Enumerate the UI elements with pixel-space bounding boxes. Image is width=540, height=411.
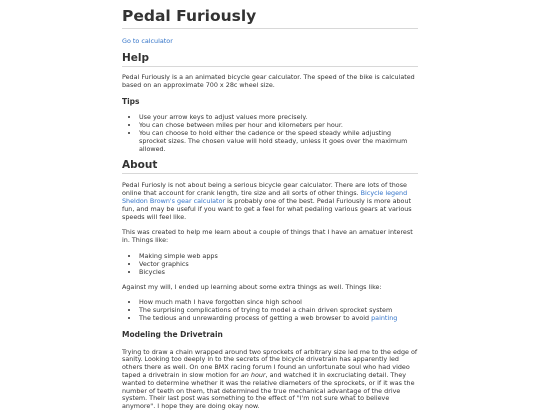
list-item: • Bicycles bbox=[139, 269, 418, 277]
extras-list bbox=[122, 299, 418, 322]
about-paragraph-1: Pedal Furiosly is not about being a serious bicycle gear calculator. There are lots of those online that account for crank length, tire size and all sorts of other things. Bicycle legend Sheldon Brown's gear calculator is probably one of the best. Pedal Furiously is more about fun, and may be useful if you want to get a feel for what pedaling various gears at various speeds will feel like. bbox=[122, 181, 412, 221]
about-paragraph-3: Against my will, I ended up learning about some extra things as well. Things like: bbox=[122, 283, 382, 292]
tips-heading: Tips bbox=[122, 97, 140, 107]
about-paragraph-2: This was created to help me learn about a couple of things that I have an amatuer interest in. Things like: bbox=[122, 228, 413, 245]
list-item: • The tedious and unrewarding process of getting a web browser to avoid painting bbox=[139, 315, 418, 323]
list-item: • You can choose to hold either the cadence or the speed steady while adjusting sprocket sizes. The chosen value will hold steady, unless it goes over the maximum allowed. bbox=[139, 130, 418, 153]
list-item: • How much math I have forgotten since high school bbox=[139, 299, 418, 307]
page-title: Pedal Furiously bbox=[122, 6, 418, 29]
about-heading: About bbox=[122, 158, 418, 174]
list-item: • Vector graphics bbox=[139, 261, 418, 269]
modeling-paragraph: Trying to draw a chain wrapped around two sprockets of arbitrary size led me to the edge of sanity. Looking too deeply in to the secrets of the bicycle drivetrain has apparently led others there as well. On one BMX racing forum I found an unfortunate soul who had video taped a drivetrain in slow motion for an hour, and watched it in excruciating detail. They wanted to determine whether it was the relative diameters of the sprockets, or if it was the number of teeth on them, that determined the true mechanical advantage of the drive system. Their last post was something to the effect of "I'm not sure what to believe anymore". I hope they are doing okay now. bbox=[122, 347, 418, 411]
page-content bbox=[122, 0, 418, 411]
help-intro: Pedal Furiously is a an animated bicycle gear calculator. The speed of the bike is calculated based on an approximate 700 x 28c wheel size. bbox=[122, 72, 415, 89]
list-item: • The surprising complications of trying to model a chain driven sprocket system bbox=[139, 307, 418, 315]
tips-list bbox=[122, 114, 418, 153]
modeling-heading: Modeling the Drivetrain bbox=[122, 329, 223, 339]
list-item: • Use your arrow keys to adjust values more precisely. bbox=[139, 114, 418, 122]
interests-list bbox=[122, 253, 418, 276]
painting-link[interactable]: painting bbox=[371, 313, 398, 322]
gear-calculator-link[interactable]: Bicycle legend Sheldon Brown's gear calculator bbox=[122, 189, 408, 205]
calculator-link[interactable]: Go to calculator bbox=[122, 37, 173, 45]
list-item: • Making simple web apps bbox=[139, 253, 418, 261]
list-item: • You can chose between miles per hour and kilometers per hour. bbox=[139, 122, 418, 130]
help-heading: Help bbox=[122, 51, 418, 67]
